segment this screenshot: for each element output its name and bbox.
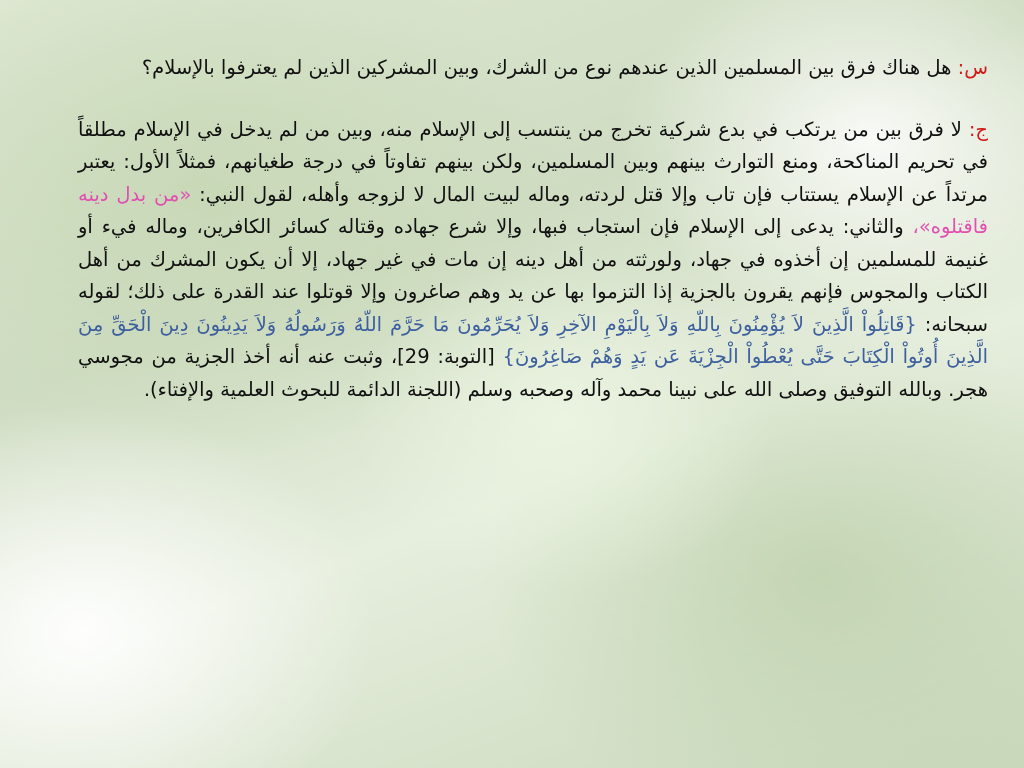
answer-marker: ج: bbox=[968, 117, 988, 141]
question-text: هل هناك فرق بين المسلمين الذين عندهم نوع من الشرك، وبين المشركين الذين لم يعترفوا بالإسلام؟ bbox=[141, 56, 958, 79]
question-paragraph bbox=[78, 52, 988, 85]
slide-content bbox=[78, 52, 988, 752]
question-marker: س: bbox=[957, 56, 988, 79]
answer-text-intro: لا فرق بين من يرتكب في بدع شركية تخرج من ينتسب إلى الإسلام منه، وبين من لم يدخل في الإسلام مطلقاً في تحريم المناكحة، ومنع التوارث بينهم وبين المسلمين، ولكن بينهم تفاوتاً في درجة طغيانهم، فمثلاً الأول: يعتبر مرتداً عن الإسلام يستتاب فإن تاب وإلا قتل لردته، وماله لبيت المال لا لزوجه وأهله، لقول النبي: bbox=[78, 117, 988, 206]
answer-text-conclusion: [التوبة: 29]، وثبت عنه أنه أخذ الجزية من مجوسي هجر. وبالله التوفيق وصلى الله على نبينا محمد وآله وصحبه وسلم (اللجنة الدائمة للبحوث العلمية والإفتاء). bbox=[78, 345, 988, 401]
answer-paragraph bbox=[78, 114, 988, 407]
hadith-quote: «من بدل دينه فاقتلوه»، bbox=[78, 182, 988, 238]
answer-text-middle: والثاني: يدعى إلى الإسلام فإن استجاب فبها، وإلا شرع جهاده وقتاله كسائر الكافرين، وماله فيء أو غنيمة للمسلمين إن أخذوه في جهاد، ولورثته من أهل دينه إن مات في غير جهاد، إلا أن يكون المشرك من أهل الكتاب والمجوس فإنهم يقرون بالجزية إذا التزموا بها عن يد وهم صاغرون وإلا قوتلوا عند القدرة على ذلك؛ لقوله سبحانه: bbox=[78, 215, 988, 336]
quran-verse: {قَاتِلُواْ الَّذِينَ لاَ يُؤْمِنُونَ بِاللّهِ وَلاَ بِالْيَوْمِ الآخِرِ وَلاَ يُحَرِّمُونَ مَا حَرَّمَ اللّهُ وَرَسُولُهُ وَلاَ يَدِينُونَ دِينَ الْحَقِّ مِنَ الَّذِينَ أُوتُواْ الْكِتَابَ حَتَّى يُعْطُواْ الْجِزْيَةَ عَن يَدٍ وَهُمْ صَاغِرُونَ} bbox=[78, 312, 988, 368]
